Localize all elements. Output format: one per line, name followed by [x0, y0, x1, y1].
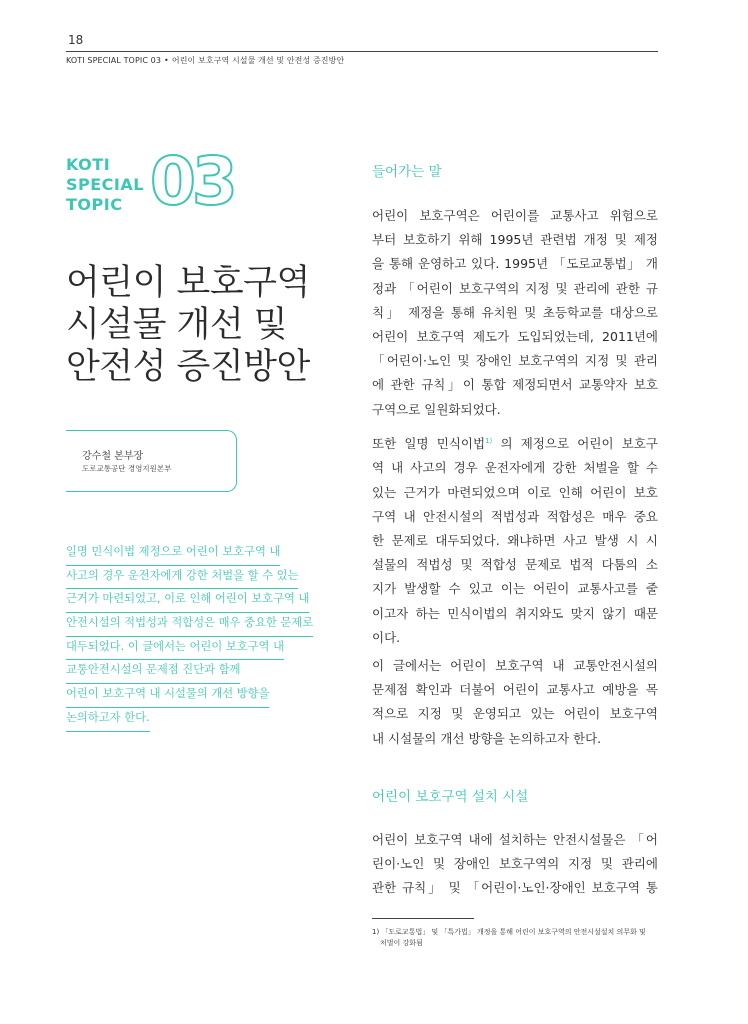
- intro-paragraph-2: [372, 429, 658, 650]
- body-line: 린이·노인 및 장애인 보호구역의 지정 및 관리에: [372, 856, 658, 872]
- intro-paragraph-1: [372, 204, 658, 422]
- abstract-line: 일명 민식이법 제정으로 어린이 보호구역 내: [66, 541, 280, 566]
- topic-number: 03: [150, 143, 234, 220]
- body-line: 관한 규칙」 및 「어린이·노인·장애인 보호구역 통: [372, 880, 658, 896]
- running-header: [66, 55, 344, 66]
- abstract-line: 교통안전시설의 문제점 진단과 함께: [66, 659, 240, 684]
- abstract-line: 대두되었다. 이 글에서는 어린이 보호구역 내: [66, 636, 284, 661]
- abstract: [66, 541, 341, 731]
- body-line: 정과 「어린이 보호구역의 지정 및 관리에 관한 규: [372, 280, 658, 296]
- abstract-line: 사고의 경우 운전자에게 강한 처벌을 할 수 있는: [66, 565, 298, 590]
- body-line: 문제점 확인과 더불어 어린이 교통사고 예방을 목: [372, 682, 658, 698]
- series-label: KOTI SPECIAL TOPIC 03: [66, 56, 162, 65]
- body-line: 적으로 지정 및 운영되고 있는 어린이 보호구역: [372, 706, 658, 722]
- body-text: 의 제정으로 어린이 보호구: [492, 436, 658, 452]
- body-line: 구역 내 안전시설의 적법성과 적합성은 매우 중요: [372, 508, 658, 524]
- body-line: 「어린이·노인 및 장애인 보호구역의 지정 및 관리: [372, 353, 658, 369]
- topic-badge: [66, 143, 246, 224]
- article-title-small: 어린이 보호구역 시설물 개선 및 안전성 증진방안: [171, 56, 345, 65]
- topic-line-koti: KOTI: [66, 155, 111, 174]
- topic-line-special: SPECIAL: [66, 175, 144, 194]
- body-line: 내 시설물의 개선 방향을 논의하고자 한다.: [372, 730, 602, 746]
- author-card: [66, 430, 237, 492]
- body-line: 칙」 제정을 통해 유치원 및 초등학교를 대상으로: [372, 304, 658, 320]
- abstract-line: 어린이 보호구역 내 시설물의 개선 방향을: [66, 683, 269, 708]
- author-name: 강수철 본부장: [82, 451, 144, 462]
- body-line: 역 내 사고의 경우 운전자에게 강한 처벌을 할 수: [372, 460, 658, 476]
- body-line: 지가 발생할 수 있고 이는 어린이 교통사고를 줄: [372, 581, 658, 597]
- intro-paragraph-3: [372, 654, 658, 751]
- section-heading-intro: 들어가는 말: [372, 164, 442, 180]
- body-line: 이 글에서는 어린이 보호구역 내 교통안전시설의: [372, 658, 658, 673]
- title-line-1: 어린이 보호구역: [66, 263, 310, 303]
- title-line-2: 시설물 개선 및: [66, 305, 288, 345]
- body-line: 을 통해 운영하고 있다. 1995년 「도로교통법」 개: [372, 256, 658, 272]
- footnote-line-2: 처벌이 강화됨: [380, 939, 423, 947]
- facilities-paragraph-1: [372, 828, 658, 901]
- body-line: 있는 근거가 마련되었으며 이로 인해 어린이 보호: [372, 484, 658, 500]
- body-line: 구역으로 일원화되었다.: [372, 401, 501, 417]
- footnote: [372, 927, 662, 949]
- page-number: 18: [68, 33, 84, 47]
- topic-text: [66, 155, 144, 215]
- main-title: [66, 262, 366, 388]
- body-line: 이고자 하는 민식이법의 취지와도 맞지 않기 때문: [372, 605, 658, 621]
- footnote-ref[interactable]: 1): [485, 437, 493, 445]
- title-line-3: 안전성 증진방안: [66, 347, 310, 387]
- body-line: 에 관한 규칙」이 통합 제정되면서 교통약자 보호: [372, 377, 658, 393]
- header-separator: •: [164, 56, 169, 65]
- footnote-line-1: 1) 「도로교통법」 및 「특가법」 개정을 통해 어린이 보호구역의 안전시설설치 의무화 및: [372, 928, 646, 936]
- body-line: 한 문제로 대두되었다. 왜냐하면 사고 발생 시 시: [372, 532, 658, 548]
- body-line: 이다.: [372, 629, 401, 645]
- abstract-line: 안전시설의 적법성과 적합성은 매우 중요한 문제로: [66, 612, 313, 637]
- body-line: 설물의 적법성 및 적합성 문제로 법적 다툼의 소: [372, 557, 658, 573]
- topic-line-topic: TOPIC: [66, 195, 123, 214]
- body-text: 또한 일명 민식이법: [372, 436, 486, 452]
- body-line: 부터 보호하기 위해 1995년 관련법 개정 및 제정: [372, 232, 658, 248]
- author-org: 도로교통공단 경영지원본부: [82, 464, 172, 473]
- body-line: 어린이 보호구역은 어린이를 교통사고 위험으로: [372, 208, 658, 223]
- footnote-rule: [372, 918, 474, 919]
- abstract-line: 근거가 마련되었고, 이로 인해 어린이 보호구역 내: [66, 588, 309, 613]
- body-line: 어린이 보호구역 내에 설치하는 안전시설물은 「어: [372, 832, 658, 847]
- body-line: [372, 429, 658, 456]
- section-heading-facilities: 어린이 보호구역 설치 시설: [372, 789, 529, 805]
- body-line: 어린이 보호구역 제도가 도입되었는데, 2011년에: [372, 329, 658, 345]
- header-rule: [66, 51, 658, 52]
- abstract-line: 논의하고자 한다.: [66, 707, 150, 732]
